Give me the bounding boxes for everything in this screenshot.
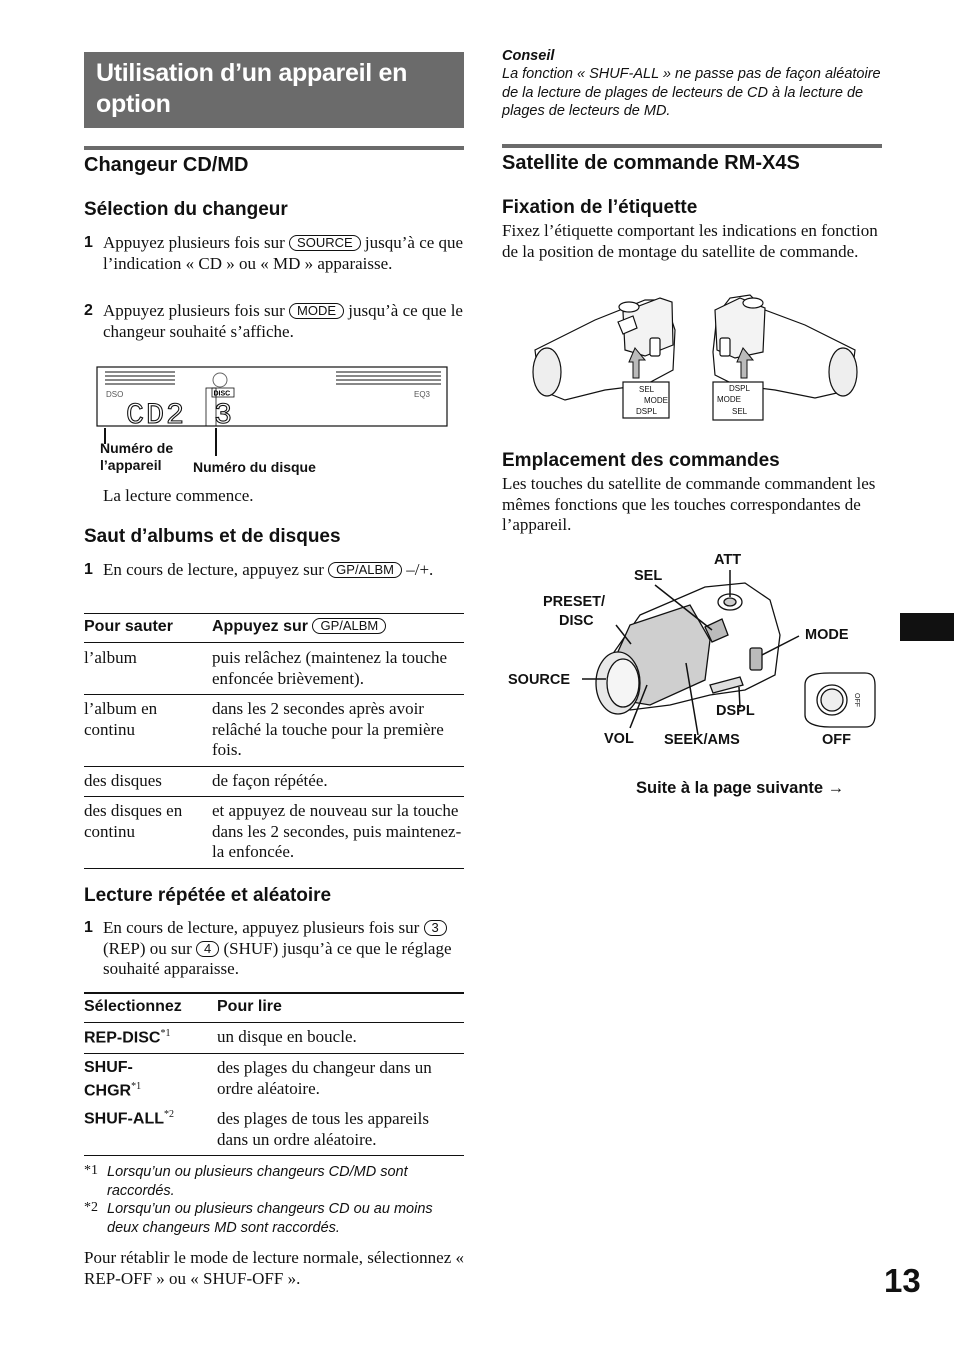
table-rule [84,613,464,614]
off-switch-label: OFF [853,693,860,707]
gp-albm-key: GP/ALBM [312,618,386,634]
section-heading-satellite: Satellite de commande RM-X4S [502,152,800,174]
key-3: 3 [424,920,447,936]
section-rule [502,144,882,148]
footnote-mark: *1 [84,1163,98,1178]
closing-text: Pour rétablir le mode de lecture normale, sélectionnez « REP-OFF » ou « SHUF-OFF ». [84,1248,464,1288]
callout-disc: DISC [559,613,594,629]
disc-number-label: Numéro du disque [193,459,316,475]
label-right-dspl: DSPL [729,384,750,393]
footnote-ref: *1 [131,1081,142,1092]
label-left-mode: MODE [644,396,668,405]
table-cell: de façon répétée. [212,771,328,790]
page-number: 13 [884,1262,921,1299]
table-cell: dans les 2 secondes après avoir relâché la touche pour la première fois. [212,699,444,759]
footnote-mark: *2 [84,1200,98,1215]
step-1-text [103,233,465,274]
tip-title: Conseil [502,48,555,64]
heading-controls-location: Emplacement des commandes [502,450,780,471]
table-rule [84,1053,464,1054]
label-right-sel: SEL [732,407,748,416]
table-cell [84,1109,174,1128]
step-1-text-b: jusqu’à ce que l’indication « CD » ou « MD » apparaisse. [103,233,464,273]
table-cell [84,1058,159,1100]
table-rule [84,868,464,869]
step-1-text-a: Appuyez plusieurs fois sur [103,233,285,252]
heading-skip: Saut d’albums et de disques [84,526,341,547]
table-cell: des plages de tous les appareils dans un ordre aléatoire. [217,1109,429,1149]
callout-line [215,428,217,456]
rep-text-a: En cours de lecture, appuyez plusieurs fois sur [103,918,420,937]
step-number: 1 [84,561,93,578]
mode-name: SHUF-ALL [84,1110,164,1128]
footnote-text: Lorsqu’un ou plusieurs changeurs CD/MD sont raccordés. [107,1164,408,1199]
heading-repeat-shuffle: Lecture répétée et aléatoire [84,885,332,906]
label-left-sel: SEL [639,385,655,394]
table-cell: et appuyez de nouveau sur la touche dans les 2 secondes, puis maintenez-la enfoncée. [212,801,462,861]
callout-preset: PRESET/ [543,594,606,610]
table-rule [84,694,464,695]
callout-seek-ams: SEEK/AMS [664,732,740,748]
table-rule [84,1022,464,1023]
label-left-dspl: DSPL [636,407,657,416]
table-rule [84,992,464,994]
label-fixing-text: Fixez l’étiquette comportant les indications en fonction de la position de montage du satellite de commande. [502,221,878,261]
step-number: 1 [84,919,93,936]
continued-next-page [636,779,844,798]
table-header: Sélectionnez [84,998,182,1015]
rep-text-c: (SHUF) jusqu’à ce que le réglage souhaité apparaisse. [103,938,452,978]
table-cell: des disques en continu [84,801,183,841]
step-2-text-a: Appuyez plusieurs fois sur [103,301,285,320]
table-cell: des plages du changeur dans un ordre aléatoire. [217,1058,432,1098]
repeat-step-text [103,918,465,980]
unit-number-label: Numéro de l’appareil [100,440,174,473]
callout-sel: SEL [634,568,663,584]
table-rule [84,766,464,767]
table-rule [84,642,464,643]
table-cell: des disques [84,771,162,790]
table-header [212,618,386,636]
footnote-ref: *1 [160,1028,171,1039]
step-2-text [103,301,465,342]
callout-off: OFF [822,732,851,748]
footnote-ref: *2 [163,1109,174,1120]
heading-changer-selection: Sélection du changeur [84,199,288,220]
mode-name: REP-DISC [84,1029,161,1047]
lcd-disc-number: 3 [214,399,233,428]
table-header-text: Appuyez sur [212,618,309,635]
footnote-text: Lorsqu’un ou plusieurs changeurs CD ou au moins deux changeurs MD sont raccordés. [107,1201,433,1236]
skip-step-text [103,560,465,581]
step-2-text-b: jusqu’à ce que le changeur souhaité s’affiche. [103,301,463,341]
section-rule [84,146,464,150]
table-cell: puis relâchez (maintenez la touche enfoncée brièvement). [212,648,448,688]
chapter-tab [900,613,954,641]
continued-text: Suite à la page suivante [636,779,824,797]
callout-dspl: DSPL [716,703,755,719]
table-rule [84,1155,464,1156]
lcd-unit-number: CD2 [126,399,187,428]
playback-start-text: La lecture commence. [103,486,254,505]
table-header: Pour sauter [84,618,173,635]
key-4: 4 [196,941,219,957]
disc-indicator: DISC [213,390,231,398]
callout-vol: VOL [604,731,634,747]
label-right-mode: MODE [717,395,741,404]
callout-mode: MODE [805,627,849,643]
callout-source: SOURCE [508,672,571,688]
skip-text-b: –/+. [406,560,434,579]
gp-albm-key: GP/ALBM [328,562,402,578]
label-mounting-illustration [525,290,860,425]
mode-key: MODE [289,303,344,319]
lcd-display-illustration [96,366,450,428]
controls-location-text: Les touches du satellite de commande commandent les mêmes fonctions que les touches correspondantes de l’appareil. [502,474,876,534]
eq3-label: EQ3 [414,390,431,399]
rep-text-b: (REP) ou sur [103,938,192,958]
remote-commander-illustration [500,545,890,760]
mode-name: SHUF-CHGR [84,1059,133,1100]
page-title: Utilisation d’un appareil en option [84,52,464,128]
source-key: SOURCE [289,235,361,251]
skip-text-a: En cours de lecture, appuyez sur [103,560,324,579]
table-cell: l’album en continu [84,699,158,739]
tip-text: La fonction « SHUF-ALL » ne passe pas de façon aléatoire de la lecture de plages de lecteurs de CD à la lecture de plages de lecteurs de MD. [502,66,881,119]
table-header: Pour lire [217,998,282,1015]
table-rule [84,796,464,797]
table-cell [84,1028,170,1047]
table-cell: un disque en boucle. [217,1027,357,1046]
arrow-right-icon: → [827,779,845,797]
dso-label: DSO [106,390,124,399]
heading-label-fixing: Fixation de l’étiquette [502,197,698,218]
table-cell: l’album [84,648,137,667]
callout-att: ATT [714,552,742,568]
step-number: 1 [84,234,93,251]
step-number: 2 [84,302,93,319]
section-heading-changer: Changeur CD/MD [84,154,249,176]
